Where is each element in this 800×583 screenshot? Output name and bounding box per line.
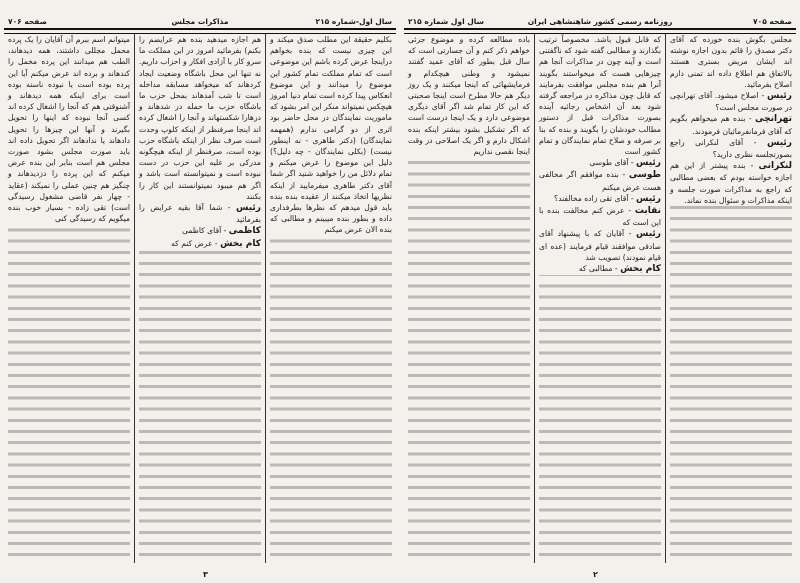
paragraph [539, 263, 661, 275]
text-column [665, 34, 796, 563]
paragraph-text: بکلیم حقیقة این مطلب صدق میکند و این چیزی نیست که بنده بخواهم دراینجا عرض کرده باشم این موضوعی است که تمام مملکت تمام کشور این موضوع را میدانند و این موضوع انعکاس پیدا کرده است تمام دنیا امروز هیچکس نمیتواند منکر این امر بشود که ماموریت نمایندگان در محل حاضر بود اثری از دو گرامی ندارم (همهمه نمایندگان) (دکتر طاهری - نه اینطور نیست) (بکلی نمایندگان - چه دلیل؟) دلیل این موضوع را عرض میکنم و تمام دلائل من را خواهید شنید اگر شما آقای دکتر طاهری میفرمایید از اینکه نظریها اتخاذ میکنند از عقیده بنده بنده باید قول میدهم که نظرها بطرفداری داده و بطور بنده میبینم و مطالبی که بنده الان عرض میکنم [270, 35, 392, 235]
paragraph [670, 90, 792, 113]
speaker-name: کام بخش [620, 264, 661, 275]
paragraph [139, 34, 261, 202]
paragraph-text: - اصلاح میشود. آقای تهرانچی در صورت مجلس است؟ [670, 91, 792, 113]
paragraph-text: - بنده هم میخواهم بگویم که آقای فرمانفرمائیان فرمودند. [670, 114, 792, 136]
issue-label: سال اول شماره ۲۱۵ [408, 17, 484, 26]
speaker-name: نقابت [634, 206, 661, 217]
speaker-name: طوسی [628, 170, 661, 181]
paragraph [408, 34, 530, 157]
speaker-name: رئیس [236, 203, 261, 214]
paragraph-text: که قابل قبول باشد. مخصوصاً ترتیب بگذارند و مطالبی گفته شود که ناگفتنی است و آینه چون در مذاکرات آنجا هم چیزهایی هست که میخواستند بگویند آنرا هم بنده مجلس موافقت بفرمایند که قابل چون مذاکره در مراجعه گرفته شود بعد آن اشخاص رجائیه آینده بصورت مذاکرات قبل از دستور مطالب خودشان را بگویند و بنده که بنا بر صرفه و صلاح تمام نمایندگان و تمام کشور است [539, 35, 661, 157]
speaker-name: رئیس [636, 193, 661, 204]
text-column [134, 34, 265, 563]
paragraph-text: باده مطالعه کرده و موضوع جزئی خواهم ذکر کنم و آن جسارتی است که سال قبل بطور که آقای عمید گفتند نمیشود و وطنی هیچکدام و فرمایشهائی که اینجا میکنند و یک روز دیگر هم حالا مطرح است اینجا صحبتی که این کار تمام شد اگر آقای دیگری موضوعی دارد و یک اینجا درست است که اگر تشکیل بشود بیشتر اینکه بنده اشکال دارم و اگر یک اصلاحی در وقت اینجا نقصی نداریم [408, 35, 530, 157]
paragraph [539, 34, 661, 157]
paragraph [539, 228, 661, 263]
paragraph [139, 238, 261, 250]
speaker-name: رئیس [636, 158, 661, 169]
paragraph-text: - آقای طوسی [589, 158, 634, 168]
columns [404, 34, 796, 563]
page-label: صفحه ۷۰۵ [753, 17, 792, 26]
text-column [4, 34, 134, 563]
paragraph-text: هم اجازه میدهید بنده هم عرایضم را بکنم) بفرمائید امروز در این مملکت ما سرو کار با آزادی افکار و احزاب داریم. نه تنها این محل باشگاه وضعیت ایجاد کردهاند که میخواهد مسابقه مداخله است تا شب آمدهاند بمحل حزب ما باشگاه حزب ما حمله در شدهاند و درهارا شکستهاند و آنجا را اشغال کرده اند اینجا صرفنظر از اینکه کلوپ وحدت است صرف نظر از اینکه باشگاه حزب بوده است، صرفنظر از اینکه هیچگونه مدرکی بر علیه این حزب در دست نبوده است و نمیتوانسته است باشد و اگر هم میبود نمیتوانستند این کار را بکنند [139, 35, 261, 201]
speaker-name: تهرانچی [755, 114, 792, 125]
speaker-name: کام بخش [220, 238, 261, 249]
issue-label: سال اول-شماره ۲۱۵ [315, 17, 392, 26]
paragraph-text: - آقای کاظمی [182, 226, 227, 236]
speaker-name: کاظمی [228, 226, 261, 237]
speaker-name: رئیس [767, 91, 792, 102]
paragraph-text: - بنده موافقم اگر مخالفی هست عرض میکنم [539, 170, 661, 192]
speaker-name: رئیس [636, 229, 661, 240]
paragraph [539, 157, 661, 169]
right-page [400, 0, 800, 583]
paragraph [670, 137, 792, 160]
page-header [8, 17, 392, 27]
paragraph [670, 113, 792, 136]
paragraph [8, 34, 130, 224]
speaker-name: رئیس [767, 137, 792, 148]
page-number: ۲ [593, 570, 598, 579]
page-number: ۳ [203, 570, 208, 579]
paragraph [270, 34, 392, 236]
text-column [265, 34, 396, 563]
paragraph-text: - عرض کنم مخالفت بنده با این است که [539, 206, 661, 228]
section-title: روزنامه رسمی کشور شاهنشاهی ایران [527, 17, 673, 26]
paragraph-text: - آقای تقی زاده مخالفند؟ [554, 193, 634, 203]
paragraph-text: - آقایان که با پیشنهاد آقای صادقی موافقند قیام فرمایند (عده ای قیام نمودند) تصویب شد [539, 229, 661, 262]
paragraph-text: مجلس بگوش بنده خورده که آقای دکتر مصدق را قائم بدون اجازه نوشته اند ایشان مریض بستری هستند بالاتفاق هم اطلاع داده اند تمنی دارم اصلاح بفرمائید. [670, 35, 792, 89]
paragraph-text: - مطالبی که [578, 264, 618, 274]
speaker-name: لنکرانی [758, 161, 792, 172]
page-label: صفحه ۷۰۶ [8, 17, 47, 26]
paragraph [539, 205, 661, 228]
paragraph-text: میتوانم اسم ببرم آن آقایان را یک پرده محمل مجللی داشتند، همه دیدهاند، الطب هم میدانند این پرده مخمل را کندهاند و برده اند عرض میکنم آیا این پرده بوده است یا نبوده ناسته بوده است برای اینکه همه دیدهاند و آشنوقتی هم که آنجا را اشغال کرده اند کسی آنجا نبوده که اینها را تحویل بگیرند و آنها این چیزها را تحویل دادهاند یا ندادهاند اگر تحویل داده اند باید صورت مجلس بشود صورت مجلس هم است بنابر این بنده عرض میکنم که این پرده را دزدیدهاند و چنگیز هم چنین عملی را نمیکند (عقاید - چهار نفر قاضی مشغول رسیدگی است) تقی زاده - بسیار خوب بنده میگویم که رسیدگی کنی [8, 35, 130, 224]
paragraph-text: - عرض کنم که [171, 238, 218, 248]
paragraph-text: - بنده پیشتر از این هم اجازه خواسته بودم که بعضی مطالبی که راجع به مذاکرات صورت جلسه و اینکه مذاکرات و سئوال بنده نماند. [670, 161, 792, 205]
paragraph [539, 193, 661, 205]
paragraph-text: - آقای لنکرانی راجع بصورتجلسه نظری دارید؟ [670, 137, 792, 160]
text-column [534, 34, 665, 563]
paragraph [670, 34, 792, 90]
paragraph [139, 202, 261, 225]
section-title: مذاکرات مجلس [171, 17, 229, 26]
paragraph [139, 225, 261, 237]
paragraph [670, 160, 792, 206]
paragraph [539, 169, 661, 192]
page-header [408, 17, 792, 27]
text-column [404, 34, 534, 563]
paragraph-text: - شما آقا بقیه عرایض را بفرمائید [139, 203, 261, 225]
columns [4, 34, 396, 563]
